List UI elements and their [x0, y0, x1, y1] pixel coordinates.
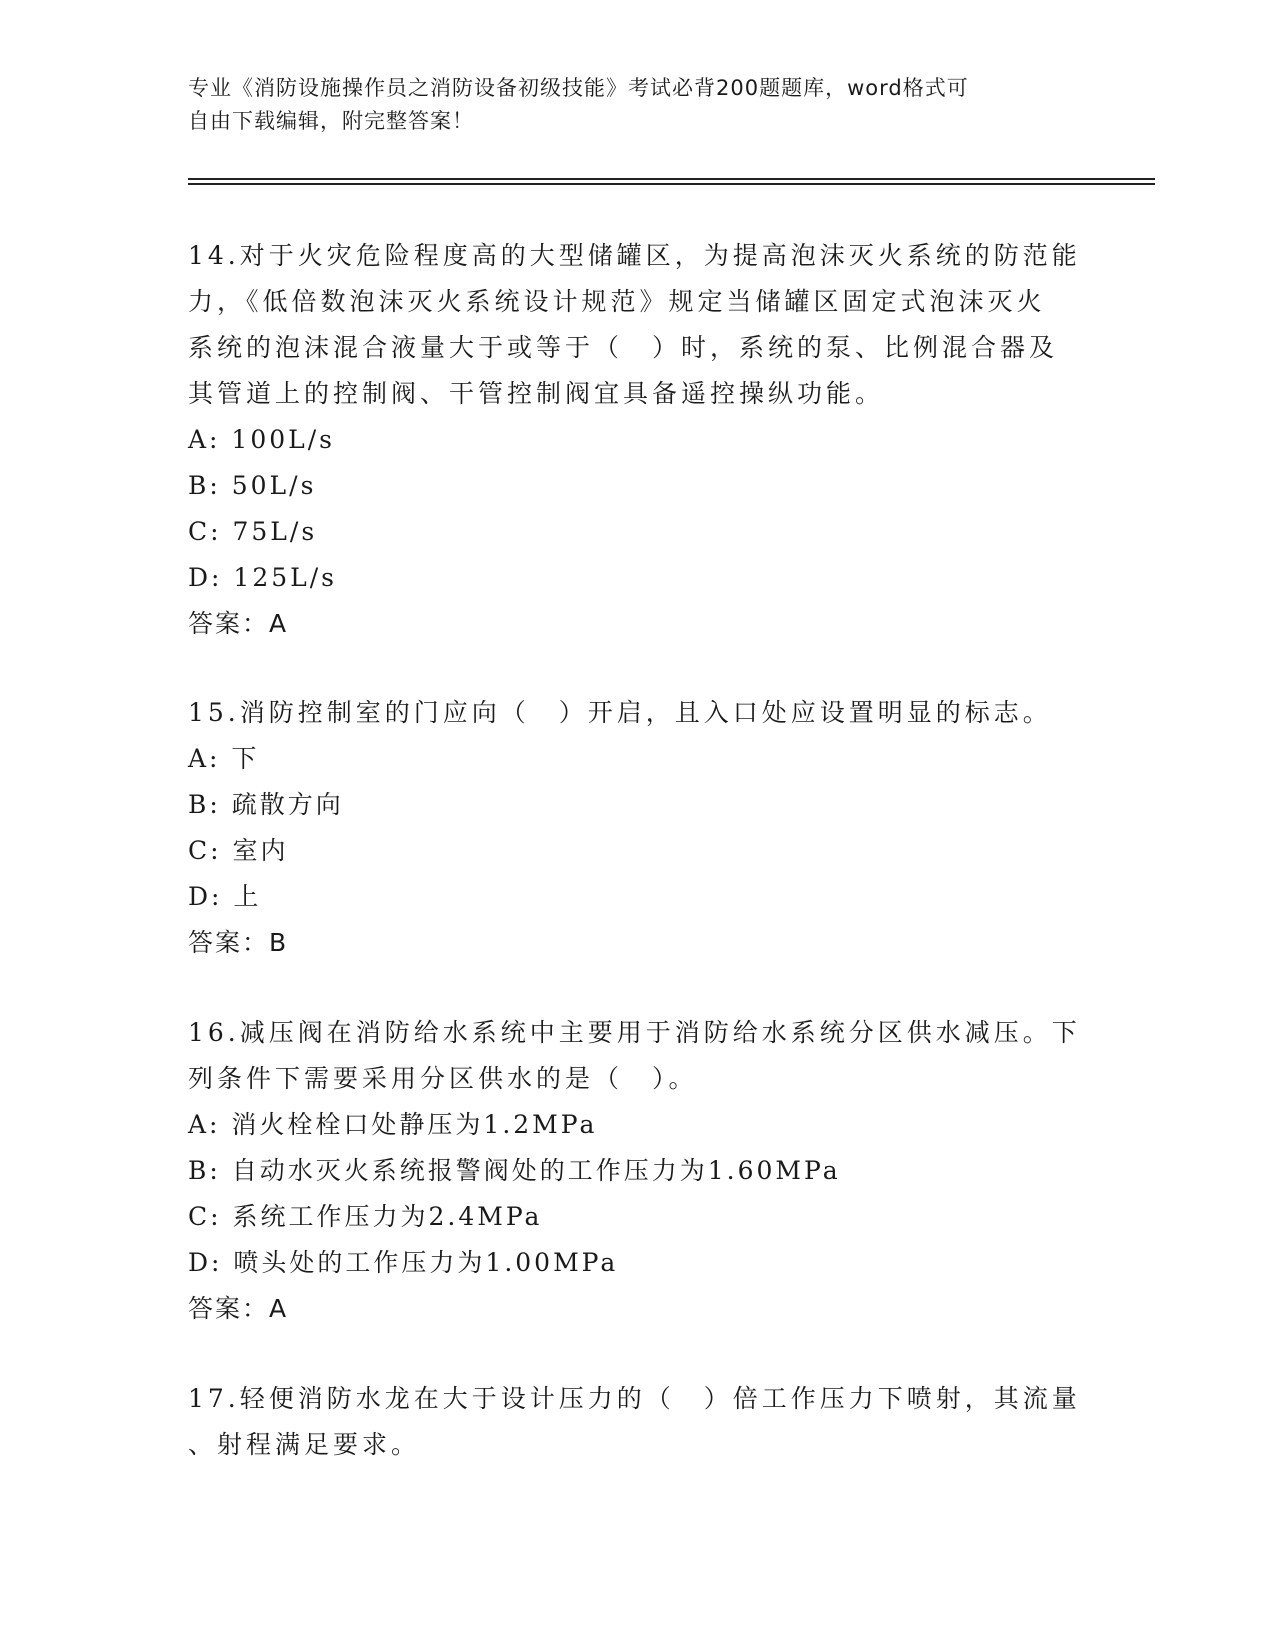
option-a: A: 100L/s	[188, 425, 335, 454]
option-b: B: 疏散方向	[188, 790, 344, 819]
header-divider-top	[188, 178, 1155, 180]
option-a: A: 下	[188, 744, 260, 773]
option-d: D: 喷头处的工作压力为1.00MPa	[188, 1248, 619, 1277]
option-c: C: 室内	[188, 836, 289, 865]
question-17	[188, 1376, 1088, 1468]
question-stem-line: 14.对于火灾危险程度高的大型储罐区，为提高泡沫灭火系统的防范能	[188, 241, 1081, 270]
option-b: B: 自动水灭火系统报警阀处的工作压力为1.60MPa	[188, 1156, 841, 1185]
question-stem-line: 15.消防控制室的门应向（ ）开启，且入口处应设置明显的标志。	[188, 698, 1052, 727]
option-a: A: 消火栓栓口处静压为1.2MPa	[188, 1110, 598, 1139]
option-b: B: 50L/s	[188, 471, 317, 500]
document-header	[188, 72, 1068, 138]
question-15	[188, 690, 1088, 966]
question-stem-line: 17.轻便消防水龙在大于设计压力的（ ）倍工作压力下喷射，其流量	[188, 1384, 1081, 1413]
header-divider-bottom	[188, 183, 1155, 185]
answer: 答案：A	[188, 1294, 289, 1323]
question-stem-line: 力，《低倍数泡沫灭火系统设计规范》规定当储罐区固定式泡沫灭火	[188, 287, 1046, 316]
question-14	[188, 233, 1088, 647]
question-stem-line: 列条件下需要采用分区供水的是（ ）。	[188, 1064, 698, 1093]
answer: 答案：A	[188, 609, 289, 638]
option-c: C: 75L/s	[188, 517, 318, 546]
option-d: D: 上	[188, 882, 262, 911]
question-stem-line: 系统的泡沫混合液量大于或等于（ ）时，系统的泵、比例混合器及	[188, 333, 1059, 362]
question-16	[188, 1010, 1088, 1332]
option-c: C: 系统工作压力为2.4MPa	[188, 1202, 543, 1231]
option-d: D: 125L/s	[188, 563, 337, 592]
answer: 答案：B	[188, 928, 289, 957]
question-stem-line: 、射程满足要求。	[188, 1430, 421, 1459]
question-stem-line: 16.减压阀在消防给水系统中主要用于消防给水系统分区供水减压。下	[188, 1018, 1081, 1047]
header-line-1: 专业《消防设施操作员之消防设备初级技能》考试必背200题题库，word格式可	[188, 76, 969, 100]
header-line-2: 自由下载编辑，附完整答案！	[188, 109, 474, 133]
question-stem-line: 其管道上的控制阀、干管控制阀宜具备遥控操纵功能。	[188, 379, 885, 408]
